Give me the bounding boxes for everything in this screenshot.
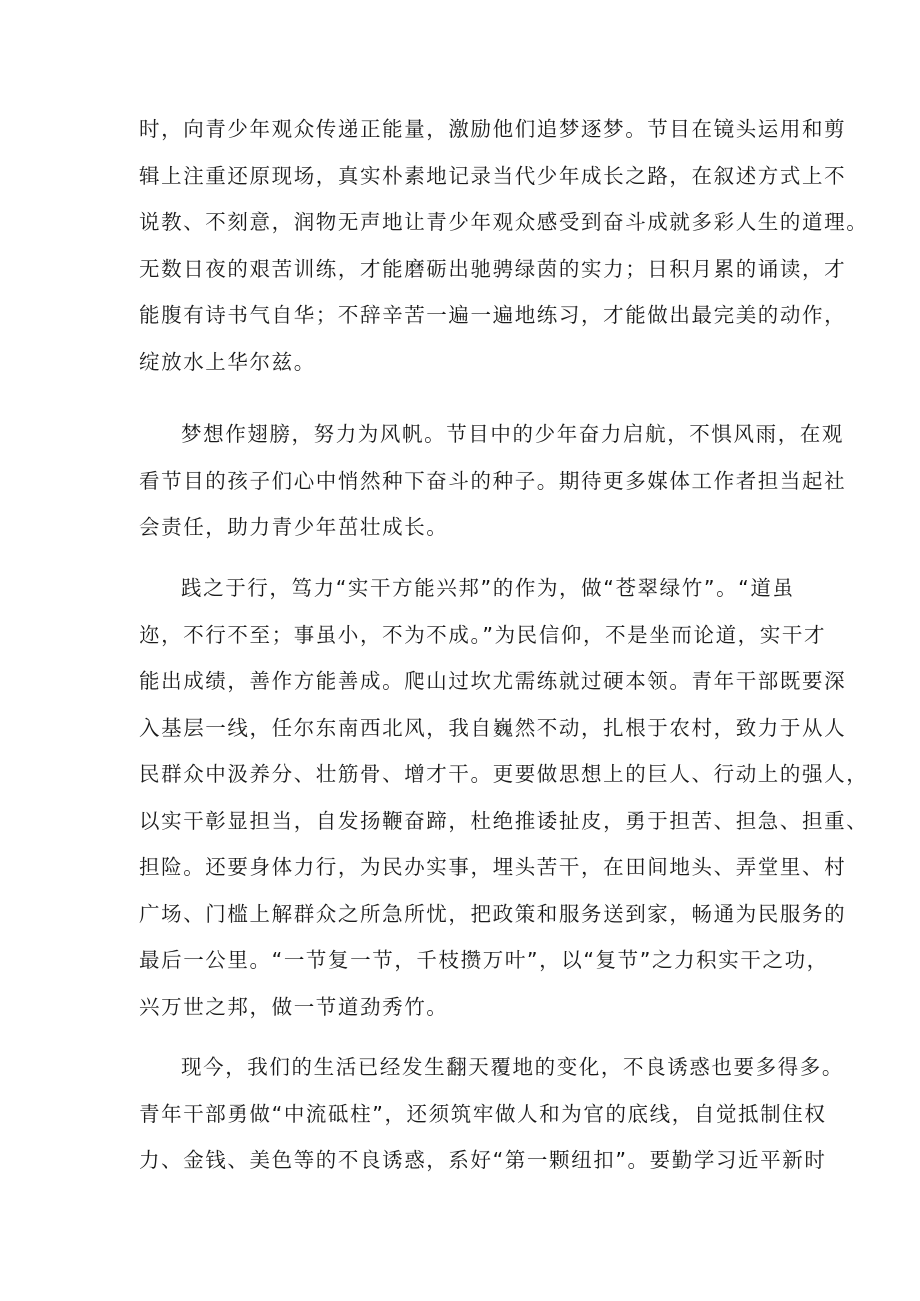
paragraph-3-line-3: 能出成绩，善作方能善成。爬山过坎尤需练就过硬本领。青年干部既要深 bbox=[139, 669, 847, 693]
paragraph-1-line-1: 时，向青少年观众传递正能量，激励他们追梦逐梦。节目在镜头运用和剪 bbox=[139, 117, 847, 141]
paragraph-3-line-1: 践之于行，笃力“实干方能兴邦”的作为，做“苍翠绿竹”。“道虽 bbox=[181, 576, 795, 600]
paragraph-3-line-8: 广场、门槛上解群众之所急所忧，把政策和服务送到家，畅通为民服务的 bbox=[139, 902, 847, 926]
paragraph-1-line-5: 能腹有诗书气自华；不辞辛苦一遍一遍地练习，才能做出最完美的动作， bbox=[139, 303, 847, 327]
paragraph-2-line-3: 会责任，助力青少年茁壮成长。 bbox=[139, 515, 449, 539]
paragraph-3-line-7: 担险。还要身体力行，为民办实事，埋头苦干，在田间地头、弄堂里、村 bbox=[139, 855, 847, 879]
paragraph-3-line-9: 最后一公里。“一节复一节，千枝攒万叶”，以“复节”之力积实干之功， bbox=[139, 948, 829, 972]
paragraph-1-line-3: 说教、不刻意，润物无声地让青少年观众感受到奋斗成就多彩人生的道理。 bbox=[139, 210, 869, 234]
paragraph-1-line-6: 绽放水上华尔兹。 bbox=[139, 350, 316, 374]
paragraph-3-line-6: 以实干彰显担当，自发扬鞭奋蹄，杜绝推诿扯皮，勇于担苦、担急、担重、 bbox=[139, 809, 869, 833]
paragraph-4-line-3: 力、金钱、美色等的不良诱惑，系好“第一颗纽扣”。要勤学习近平新时 bbox=[139, 1148, 827, 1172]
paragraph-1-line-2: 辑上注重还原现场，真实朴素地记录当代少年成长之路，在叙述方式上不 bbox=[139, 164, 847, 188]
paragraph-4-line-1: 现今，我们的生活已经发生翻天覆地的变化，不良诱惑也要多得多。 bbox=[181, 1055, 844, 1079]
paragraph-2-line-1: 梦想作翅膀，努力为风帆。节目中的少年奋力启航，不惧风雨，在观 bbox=[181, 422, 844, 446]
paragraph-3-line-2: 迩，不行不至；事虽小，不为不成。”为民信仰，不是坐而论道，实干才 bbox=[139, 623, 827, 647]
paragraph-3-line-4: 入基层一线，任尔东南西北风，我自巍然不动，扎根于农村，致力于从人 bbox=[139, 716, 847, 740]
paragraph-3-line-5: 民群众中汲养分、壮筋骨、增才干。更要做思想上的巨人、行动上的强人， bbox=[139, 762, 869, 786]
paragraph-1-line-4: 无数日夜的艰苦训练，才能磨砺出驰骋绿茵的实力；日积月累的诵读，才 bbox=[139, 257, 847, 281]
paragraph-2-line-2: 看节目的孩子们心中悄然种下奋斗的种子。期待更多媒体工作者担当起社 bbox=[139, 469, 847, 493]
paragraph-3-line-10: 兴万世之邦，做一节道劲秀竹。 bbox=[139, 995, 449, 1019]
paragraph-4-line-2: 青年干部勇做“中流砥柱”，还须筑牢做人和为官的底线，自觉抵制住权 bbox=[139, 1102, 827, 1126]
